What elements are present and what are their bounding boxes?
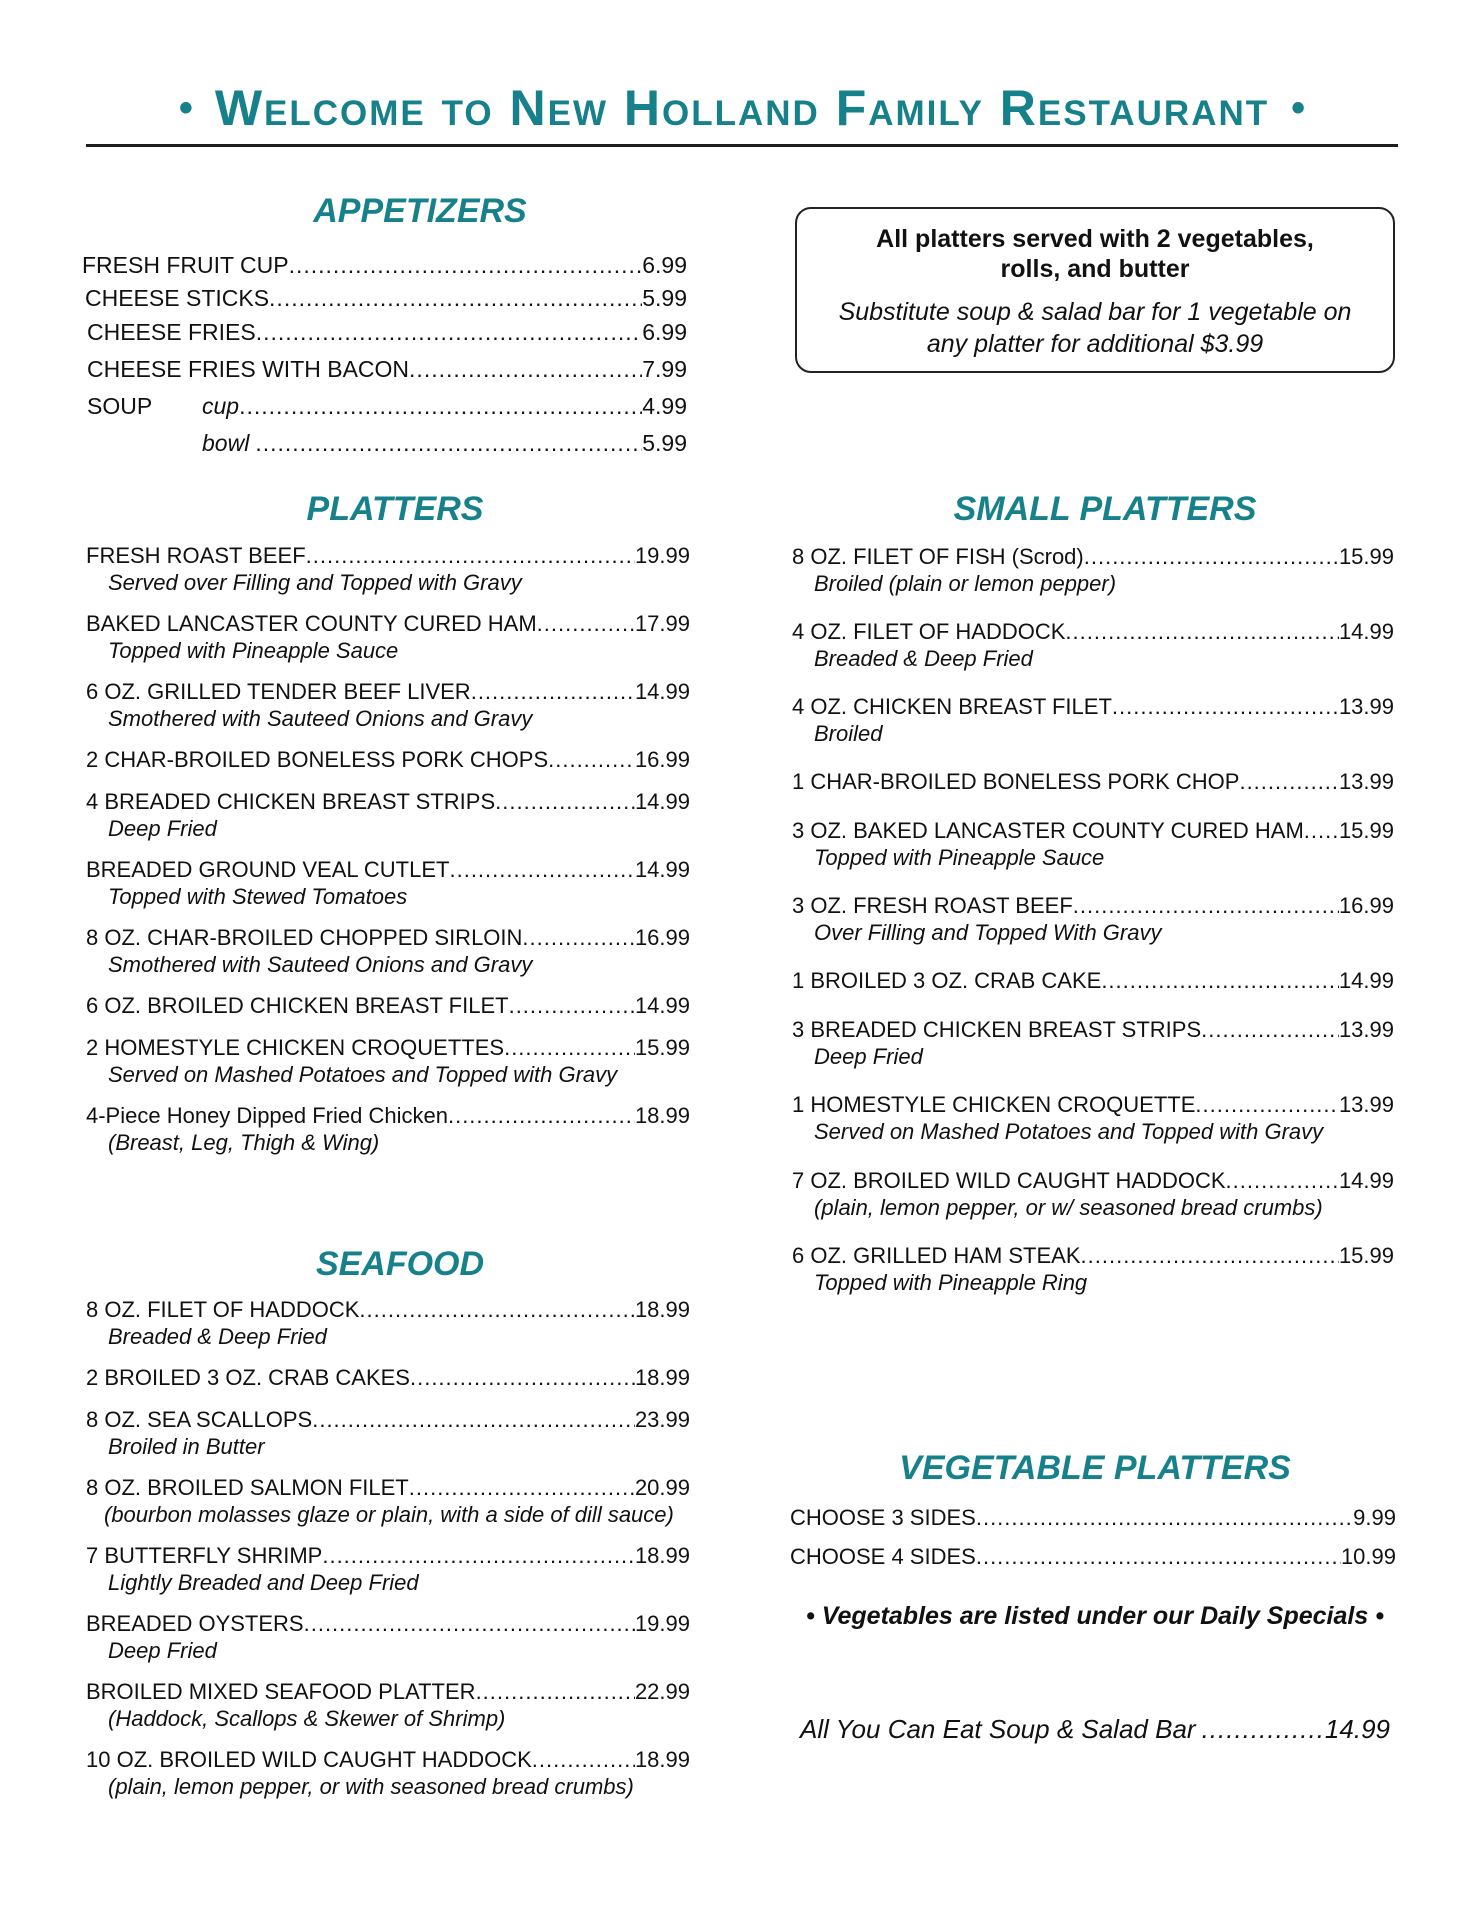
title-bullet-left: • bbox=[178, 85, 193, 130]
item-description: Topped with Stewed Tomatoes bbox=[108, 884, 408, 909]
small-platter-item bbox=[792, 968, 1394, 998]
soup-cup-item bbox=[87, 393, 687, 423]
appetizer-item bbox=[87, 356, 687, 386]
small-platter-item bbox=[792, 818, 1394, 870]
item-description: Broiled bbox=[814, 721, 883, 746]
item-name: FRESH FRUIT CUP bbox=[82, 252, 289, 278]
item-price: 14.99 bbox=[634, 679, 690, 704]
item-price: 23.99 bbox=[634, 1407, 690, 1432]
small-platter-item bbox=[792, 544, 1394, 596]
item-name: CHOOSE 3 SIDES bbox=[790, 1505, 976, 1530]
item-name: 7 BUTTERFLY SHRIMP bbox=[86, 1543, 323, 1568]
small-platter-item bbox=[792, 619, 1394, 671]
item-price: 14.99 bbox=[634, 857, 690, 882]
platter-item bbox=[86, 925, 690, 977]
item-price: 17.99 bbox=[634, 611, 690, 636]
item-name: 3 BREADED CHICKEN BREAST STRIPS bbox=[792, 1017, 1202, 1042]
appetizer-item bbox=[87, 319, 687, 349]
item-name: BREADED OYSTERS bbox=[86, 1611, 304, 1636]
item-description: Topped with Pineapple Sauce bbox=[814, 845, 1105, 870]
item-price: 18.99 bbox=[634, 1543, 690, 1568]
item-name: 7 OZ. BROILED WILD CAUGHT HADDOCK bbox=[792, 1168, 1226, 1193]
soup-label: SOUP bbox=[87, 393, 153, 419]
soup-bowl-item bbox=[202, 430, 687, 460]
seafood-item bbox=[86, 1407, 690, 1459]
item-description: (bourbon molasses glaze or plain, with a side of dill sauce) bbox=[104, 1502, 674, 1527]
vegetable-platter-item bbox=[790, 1544, 1396, 1574]
platter-item bbox=[86, 1035, 690, 1087]
item-description: Served over Filling and Topped with Gravy bbox=[108, 570, 522, 595]
small-platter-item bbox=[792, 893, 1394, 945]
soup-cup-price: 4.99 bbox=[642, 393, 687, 419]
seafood-item bbox=[86, 1365, 690, 1395]
item-name: 6 OZ. BROILED CHICKEN BREAST FILET bbox=[86, 993, 509, 1018]
platter-item bbox=[86, 543, 690, 595]
item-description: (plain, lemon pepper, or with seasoned bread crumbs) bbox=[108, 1774, 634, 1799]
item-price: 18.99 bbox=[634, 1297, 690, 1322]
item-price: 20.99 bbox=[634, 1475, 690, 1500]
seafood-item bbox=[86, 1475, 690, 1527]
item-description: Smothered with Sauteed Onions and Gravy bbox=[108, 706, 533, 731]
item-description: Served on Mashed Potatoes and Topped with Gravy bbox=[108, 1062, 618, 1087]
item-price: 14.99 bbox=[634, 789, 690, 814]
item-description: (Haddock, Scallops & Skewer of Shrimp) bbox=[108, 1706, 506, 1731]
item-name: 8 OZ. FILET OF HADDOCK bbox=[86, 1297, 360, 1322]
item-description: Deep Fried bbox=[108, 816, 217, 841]
soup-bowl-label: bowl bbox=[202, 430, 250, 456]
item-description: Broiled in Butter bbox=[108, 1434, 265, 1459]
appetizers-heading: APPETIZERS bbox=[313, 192, 527, 230]
item-price: 19.99 bbox=[634, 1611, 690, 1636]
item-description: Smothered with Sauteed Onions and Gravy bbox=[108, 952, 533, 977]
item-name: CHEESE FRIES bbox=[87, 319, 256, 345]
item-description: (plain, lemon pepper, or w/ seasoned bread crumbs) bbox=[814, 1195, 1323, 1220]
small-platter-item bbox=[792, 1017, 1394, 1069]
item-price: 19.99 bbox=[634, 543, 690, 568]
platter-item bbox=[86, 857, 690, 909]
platters-heading: PLATTERS bbox=[306, 490, 484, 528]
item-price: 13.99 bbox=[1338, 769, 1394, 794]
small-platters-heading: SMALL PLATTERS bbox=[953, 490, 1257, 528]
item-price: 14.99 bbox=[1338, 1168, 1394, 1193]
vegetable-platters-heading: VEGETABLE PLATTERS bbox=[899, 1449, 1291, 1487]
platter-item bbox=[86, 747, 690, 777]
item-name: 1 CHAR-BROILED BONELESS PORK CHOP bbox=[792, 769, 1240, 794]
item-price: 13.99 bbox=[1338, 1017, 1394, 1042]
vegetable-platter-item bbox=[790, 1505, 1396, 1535]
appetizer-item bbox=[85, 285, 687, 315]
item-description: Broiled (plain or lemon pepper) bbox=[814, 571, 1117, 596]
small-platter-item bbox=[792, 1168, 1394, 1220]
platter-item bbox=[86, 789, 690, 841]
item-name: 2 HOMESTYLE CHICKEN CROQUETTES bbox=[86, 1035, 505, 1060]
item-name: 4 OZ. CHICKEN BREAST FILET bbox=[792, 694, 1112, 719]
item-price: 14.99 bbox=[634, 993, 690, 1018]
page-header bbox=[86, 72, 1398, 147]
info-line: All platters served with 2 vegetables, rolls, and butter bbox=[876, 225, 1314, 283]
salad-bar-item bbox=[800, 1714, 1390, 1745]
item-description: Deep Fried bbox=[814, 1044, 923, 1069]
seafood-item bbox=[86, 1611, 690, 1663]
small-platter-item bbox=[792, 694, 1394, 746]
info-substitute-note: Substitute soup & salad bar for 1 vegetable on any platter for additional $3.99 bbox=[838, 298, 1352, 358]
vegetables-note: • Vegetables are listed under our Daily Specials • bbox=[806, 1602, 1384, 1630]
seafood-item bbox=[86, 1297, 690, 1349]
item-price: 15.99 bbox=[1338, 818, 1394, 843]
item-name: 1 BROILED 3 OZ. CRAB CAKE bbox=[792, 968, 1102, 993]
small-platter-item bbox=[792, 769, 1394, 799]
item-name: 3 OZ. FRESH ROAST BEEF bbox=[792, 893, 1073, 918]
item-name: CHEESE STICKS bbox=[85, 285, 270, 311]
item-price: 9.99 bbox=[1353, 1505, 1396, 1530]
small-platter-item bbox=[792, 1243, 1394, 1295]
item-name: 1 HOMESTYLE CHICKEN CROQUETTE bbox=[792, 1092, 1196, 1117]
item-name: 4 BREADED CHICKEN BREAST STRIPS bbox=[86, 789, 496, 814]
item-description: Served on Mashed Potatoes and Topped with Gravy bbox=[814, 1119, 1324, 1144]
item-price: 18.99 bbox=[634, 1747, 690, 1772]
item-name: 2 CHAR-BROILED BONELESS PORK CHOPS bbox=[86, 747, 549, 772]
item-description: Breaded & Deep Fried bbox=[108, 1324, 327, 1349]
item-name: 8 OZ. SEA SCALLOPS bbox=[86, 1407, 313, 1432]
platter-item bbox=[86, 679, 690, 731]
item-price: 15.99 bbox=[1338, 544, 1394, 569]
title-bullet-right: • bbox=[1291, 85, 1306, 130]
small-platter-item bbox=[792, 1092, 1394, 1144]
item-price: 14.99 bbox=[1338, 619, 1394, 644]
item-price: 16.99 bbox=[1338, 893, 1394, 918]
item-price: 7.99 bbox=[642, 356, 687, 382]
item-name: FRESH ROAST BEEF bbox=[86, 543, 306, 568]
item-name: 3 OZ. BAKED LANCASTER COUNTY CURED HAM bbox=[792, 818, 1304, 843]
item-name: CHOOSE 4 SIDES bbox=[790, 1544, 976, 1569]
item-name: 10 OZ. BROILED WILD CAUGHT HADDOCK bbox=[86, 1747, 532, 1772]
item-price: 13.99 bbox=[1338, 1092, 1394, 1117]
item-price: 6.99 bbox=[642, 319, 687, 345]
item-price: .6.99 bbox=[635, 252, 687, 278]
seafood-item bbox=[86, 1747, 690, 1799]
salad-bar-price: 14.99 bbox=[1324, 1714, 1390, 1744]
item-description: (Breast, Leg, Thigh & Wing) bbox=[108, 1130, 380, 1155]
item-price: 13.99 bbox=[1338, 694, 1394, 719]
seafood-heading: SEAFOOD bbox=[315, 1245, 485, 1283]
platter-item bbox=[86, 1103, 690, 1155]
item-name: BREADED GROUND VEAL CUTLET bbox=[86, 857, 450, 882]
item-description: Deep Fried bbox=[108, 1638, 217, 1663]
item-price: 18.99 bbox=[634, 1103, 690, 1128]
item-name: 2 BROILED 3 OZ. CRAB CAKES bbox=[86, 1365, 410, 1390]
seafood-item bbox=[86, 1679, 690, 1731]
item-price: 16.99 bbox=[634, 925, 690, 950]
item-description: Topped with Pineapple Ring bbox=[814, 1270, 1088, 1295]
item-name: 8 OZ. BROILED SALMON FILET bbox=[86, 1475, 409, 1500]
item-name: BAKED LANCASTER COUNTY CURED HAM bbox=[86, 611, 537, 636]
soup-bowl-price: 5.99 bbox=[642, 430, 687, 456]
item-price: 10.99 bbox=[1340, 1544, 1396, 1569]
seafood-item bbox=[86, 1543, 690, 1595]
item-name: 4-Piece Honey Dipped Fried Chicken bbox=[86, 1103, 448, 1128]
platter-item bbox=[86, 611, 690, 663]
item-name: 8 OZ. FILET OF FISH (Scrod) bbox=[792, 544, 1084, 569]
item-description: Breaded & Deep Fried bbox=[814, 646, 1033, 671]
item-description: Lightly Breaded and Deep Fried bbox=[108, 1570, 419, 1595]
item-price: 16.99 bbox=[634, 747, 690, 772]
appetizer-item bbox=[82, 252, 687, 282]
item-price: 15.99 bbox=[634, 1035, 690, 1060]
salad-bar-name: All You Can Eat Soup & Salad Bar bbox=[800, 1714, 1196, 1744]
item-name: 4 OZ. FILET OF HADDOCK bbox=[792, 619, 1066, 644]
item-price: 22.99 bbox=[634, 1679, 690, 1704]
item-price: 5.99 bbox=[642, 285, 687, 311]
soup-cup-label: cup bbox=[202, 393, 240, 419]
item-name: 6 OZ. GRILLED HAM STEAK bbox=[792, 1243, 1081, 1268]
item-price: 15.99 bbox=[1338, 1243, 1394, 1268]
item-name: 8 OZ. CHAR-BROILED CHOPPED SIRLOIN bbox=[86, 925, 523, 950]
item-description: Topped with Pineapple Sauce bbox=[108, 638, 399, 663]
platter-item bbox=[86, 993, 690, 1023]
item-name: CHEESE FRIES WITH BACON bbox=[87, 356, 410, 382]
platter-info-box bbox=[795, 207, 1395, 373]
item-price: 14.99 bbox=[1338, 968, 1394, 993]
item-name: 6 OZ. GRILLED TENDER BEEF LIVER bbox=[86, 679, 471, 704]
item-price: 18.99 bbox=[634, 1365, 690, 1390]
item-description: Over Filling and Topped With Gravy bbox=[814, 920, 1162, 945]
page-title: Welcome to New Holland Family Restaurant bbox=[214, 80, 1270, 136]
item-name: BROILED MIXED SEAFOOD PLATTER bbox=[86, 1679, 476, 1704]
